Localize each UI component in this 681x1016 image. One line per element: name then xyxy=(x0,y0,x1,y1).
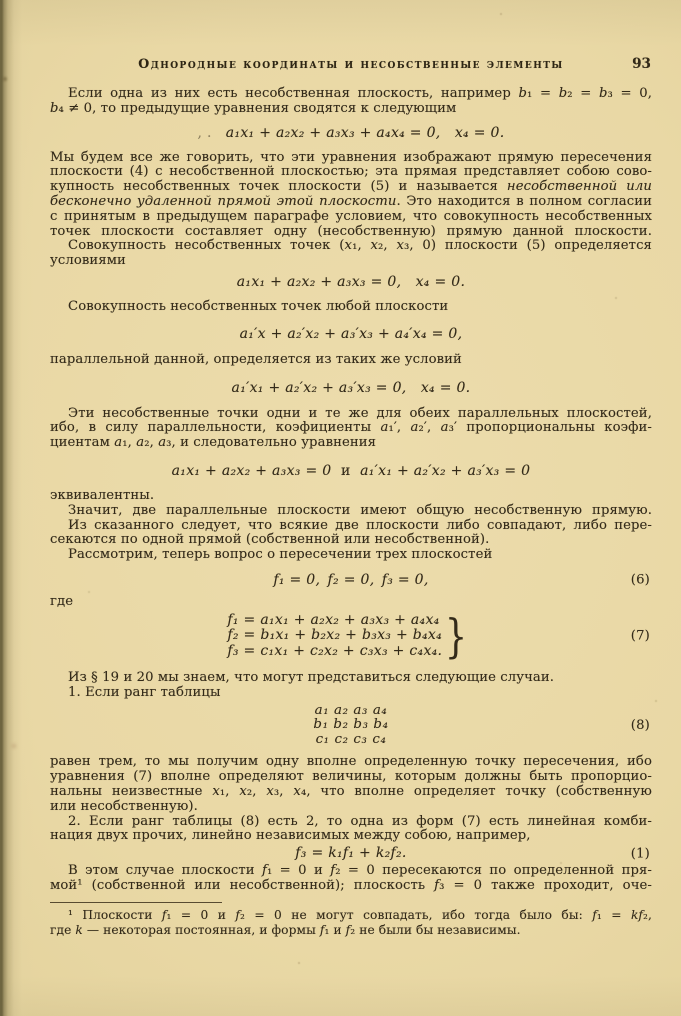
running-head: Однородные координаты и несобственные элементы xyxy=(138,56,564,71)
footnote-line: где k — некоторая постоянная, и формы f₁ и f₂ не были бы независимы. xyxy=(50,922,521,937)
text-line: мой¹ (собственной или несобственной); плоскость f₃ = 0 также проходит, оче- xyxy=(50,877,652,893)
text-line: Совокупность несобственных точек любой плоскости xyxy=(68,298,449,314)
display-formula xyxy=(50,572,652,589)
text-line: купность несобственных точек плоскости (5) и называется несобственной или xyxy=(50,179,652,195)
footnote-rule xyxy=(50,902,222,903)
matrix-row: a₁ a₂ a₃ a₄ xyxy=(314,702,388,718)
stray-ink-mark: , . xyxy=(197,124,212,141)
text-line: Значит, две параллельные плоскости имеют общую несобственную прямую. xyxy=(68,502,652,518)
text-line: где xyxy=(50,593,74,609)
footnote-line: ¹ Плоскости f₁ = 0 и f₂ = 0 не могут совпадать, ибо тогда было бы: f₁ = kf₂, xyxy=(68,907,653,922)
page-number: 93 xyxy=(632,56,651,72)
system-equations xyxy=(227,613,442,660)
display-formula xyxy=(50,463,652,480)
text-line: нальны неизвестные x₁, x₂, x₃, x₄, что вполне определяет точку (собственную xyxy=(50,783,652,799)
text-line: плоскости (4) с несобственной плоскостью; эта прямая представляет собою сово- xyxy=(50,164,652,180)
system-equation-line: f₁ = a₁x₁ + a₂x₂ + a₃x₃ + a₄x₄ xyxy=(227,611,440,628)
display-formula xyxy=(50,326,652,343)
equation-number: (7) xyxy=(630,628,650,644)
system-equation-line: f₃ = c₁x₁ + c₂x₂ + c₃x₃ + c₄x₄. xyxy=(227,642,443,659)
equation-number: (8) xyxy=(630,717,650,733)
matrix-row: b₁ b₂ b₃ b₄ xyxy=(313,717,389,733)
text-line: условиями xyxy=(50,253,126,269)
text-line: Совокупность несобственных точек (x₁, x₂, x₃, 0) плоскости (5) определяется xyxy=(68,238,652,254)
text-line: секаются по одной прямой (собственной или несобственной). xyxy=(50,532,490,548)
coefficient-matrix xyxy=(50,704,652,748)
text-line: циентам a₁, a₂, a₃, и следовательно уравнения xyxy=(50,435,377,451)
formula-text: a₁′x + a₂′x₂ + a₃′x₃ + a₄′x₄ = 0, xyxy=(239,325,463,342)
text-line: Из сказанного следует, что всякие две плоскости либо совпадают, либо пере- xyxy=(68,517,652,533)
text-line: Из § 19 и 20 мы знаем, что могут представиться следующие случаи. xyxy=(68,670,555,686)
text-line: параллельной данной, определяется из таких же условий xyxy=(50,351,462,367)
paper-specks xyxy=(0,0,2,2)
text-line: 2. Если ранг таблицы (8) есть 2, то одна из форм (7) есть линейная комби- xyxy=(68,813,652,829)
equation-number: (1) xyxy=(630,846,650,862)
text-line: Если одна из них есть несобственная плоскость, например b₁ = b₂ = b₃ = 0, xyxy=(68,86,652,101)
text-line: бесконечно удаленной прямой этой плоскости. Это находится в полном согласии xyxy=(50,193,652,209)
page-content xyxy=(50,0,652,937)
text-line: Мы будем все же говорить, что эти уравнения изображают прямую пересечения xyxy=(50,149,652,165)
equation-system xyxy=(50,608,652,663)
text-line: Рассмотрим, теперь вопрос о пересечении трех плоскостей xyxy=(68,547,493,563)
formula-text: a₁x₁ + a₂x₂ + a₃x₃ = 0 и a₁′x₁ + a₂′x₂ + a₃′x₃ = 0 xyxy=(171,462,531,479)
text-line: равен трем, то мы получим одну вполне определенную точку пересечения, ибо xyxy=(50,754,652,770)
equation-number: (6) xyxy=(630,572,650,588)
text-line: ибо, в силу параллельности, коэфициенты a₁′, a₂′, a₃′ пропорциональны коэфи- xyxy=(50,420,652,436)
text-line: с принятым в предыдущем параграфе условием, что совокупность несобственных xyxy=(50,208,652,224)
formula-text: , . a₁x₁ + a₂x₂ + a₃x₃ + a₄x₄ = 0, x₄ = 0. xyxy=(197,124,505,141)
display-formula xyxy=(50,125,652,142)
text-line: 1. Если ранг таблицы xyxy=(68,685,221,701)
system-brace: } xyxy=(445,608,468,663)
text-line: или несобственную). xyxy=(50,798,198,814)
text-line: Эти несобственные точки одни и те же для обеих параллельных плоскостей, xyxy=(68,405,652,421)
text-line: В этом случае плоскости f₁ = 0 и f₂ = 0 пересекаются по определенной пря- xyxy=(68,863,652,879)
page-header xyxy=(50,56,652,73)
display-formula xyxy=(50,274,652,291)
display-formula xyxy=(50,845,652,862)
display-formula xyxy=(50,380,652,397)
text-line: уравнения (7) вполне определяют величины, которым должны быть пропорцио- xyxy=(50,769,652,785)
text-line: точек плоскости составляет одну (несобственную) прямую данной плоскости. xyxy=(50,223,652,239)
formula-text: a₁′x₁ + a₂′x₂ + a₃′x₃ = 0, x₄ = 0. xyxy=(231,379,471,396)
formula-text: f₁ = 0, f₂ = 0, f₃ = 0, xyxy=(273,571,429,588)
formula-text: a₁x₁ + a₂x₂ + a₃x₃ = 0, x₄ = 0. xyxy=(236,273,466,290)
text-line: нация двух прочих, линейно независимых между собою, например, xyxy=(50,828,531,844)
text-line: b₄ ≠ 0, то предыдущие уравнения сводятся к следующим xyxy=(50,100,457,116)
system-equation-line: f₂ = b₁x₁ + b₂x₂ + b₃x₃ + b₄x₄ xyxy=(227,627,443,644)
matrix-row: c₁ c₂ c₃ c₄ xyxy=(315,731,387,747)
text-line: эквивалентны. xyxy=(50,487,155,503)
formula-text: f₃ = k₁f₁ + k₂f₂. xyxy=(295,845,407,862)
